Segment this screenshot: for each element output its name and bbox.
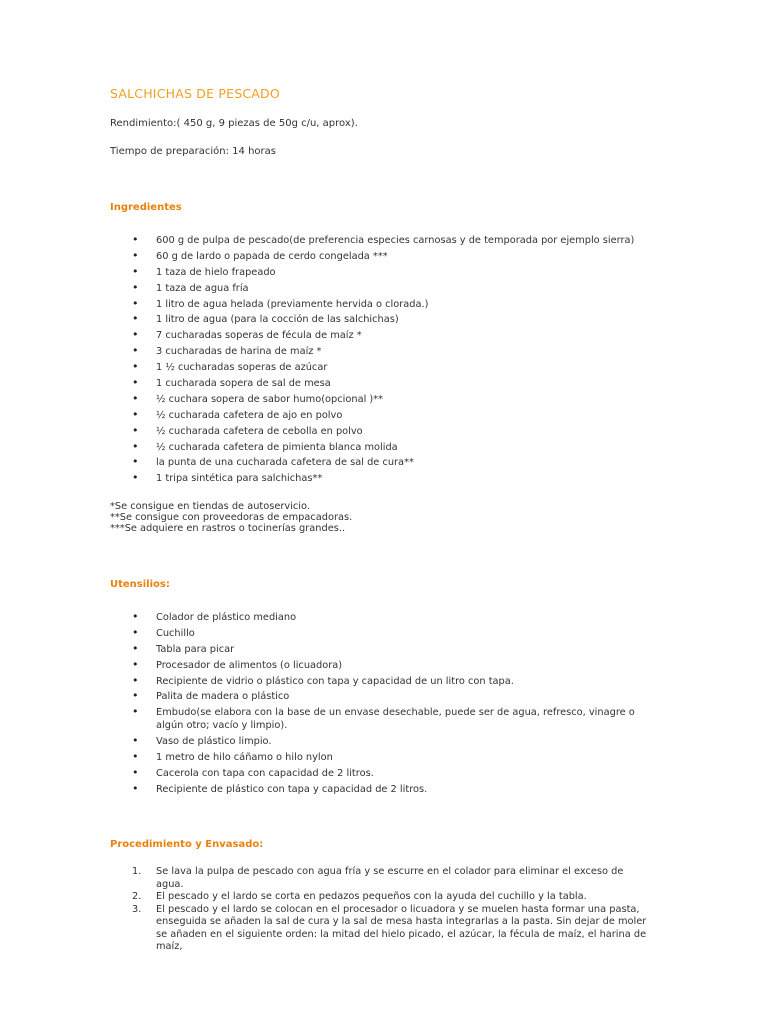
ingredient-item	[110, 456, 650, 469]
bullet-icon: •	[132, 689, 139, 703]
procedure-list	[110, 866, 650, 954]
step-text: El pescado y el lardo se colocan en el procesador o licuadora y se muelen hasta formar una pasta, enseguida se añaden la sal de cura y la sal de mesa hasta integrarlas a la pasta. Sin dejar de moler se añaden en el siguiente orden: la mitad del hielo picado, el azúcar, la fécula de maíz, el harina de maíz,	[156, 903, 647, 952]
bullet-icon: •	[132, 248, 139, 262]
ingredient-note: **Se consigue con proveedoras de empacadoras.	[110, 512, 353, 523]
ingredient-item	[110, 425, 650, 438]
step-number: 3.	[132, 903, 142, 915]
bullet-icon: •	[132, 657, 139, 671]
bullet-icon: •	[132, 705, 139, 719]
utensil-item	[110, 751, 650, 764]
ingredient-item	[110, 345, 650, 358]
bullet-icon: •	[132, 312, 139, 326]
recipe-title: SALCHICHAS DE PESCADO	[110, 86, 280, 101]
ingredient-text: 7 cucharadas soperas de fécula de maíz *	[156, 330, 362, 342]
utensil-item	[110, 690, 650, 703]
ingredient-text: ½ cucharada cafetera de pimienta blanca molida	[156, 441, 398, 453]
utensil-text: Cuchillo	[156, 627, 195, 639]
utensil-text: Recipiente de plástico con tapa y capacidad de 2 litros.	[156, 783, 428, 795]
utensil-text: Recipiente de vidrio o plástico con tapa y capacidad de un litro con tapa.	[156, 675, 514, 687]
ingredient-text: 1 tripa sintética para salchichas**	[156, 473, 323, 485]
ingredient-note: ***Se adquiere en rastros o tocinerías grandes..	[110, 523, 346, 534]
bullet-icon: •	[132, 296, 139, 310]
ingredient-text: 600 g de pulpa de pescado(de preferencia especies carnosas y de temporada por ejemplo sierra)	[156, 235, 635, 246]
ingredient-text: 3 cucharadas de harina de maíz *	[156, 346, 322, 358]
utensil-text: 1 metro de hilo cáñamo o hilo nylon	[156, 752, 333, 764]
bullet-icon: •	[132, 423, 139, 437]
bullet-icon: •	[132, 407, 139, 421]
bullet-icon: •	[132, 734, 139, 748]
ingredient-text: 1 taza de agua fría	[156, 282, 249, 294]
ingredient-item	[110, 472, 650, 485]
ingredient-item	[110, 377, 650, 390]
step-text: El pescado y el lardo se corta en pedazos pequeños con la ayuda del cuchillo y la tabla.	[156, 891, 587, 902]
ingredient-text: 1 ½ cucharadas soperas de azúcar	[156, 362, 328, 374]
utensil-text: Colador de plástico mediano	[156, 612, 297, 623]
bullet-icon: •	[132, 641, 139, 655]
utensil-item	[110, 627, 650, 640]
utensil-text: Tabla para picar	[156, 643, 235, 655]
ingredient-text: ½ cucharada cafetera de cebolla en polvo	[156, 425, 363, 437]
bullet-icon: •	[132, 673, 139, 687]
bullet-icon: •	[132, 391, 139, 405]
utensil-text: Procesador de alimentos (o licuadora)	[156, 659, 343, 671]
ingredients-list	[110, 234, 650, 488]
bullet-icon: •	[132, 455, 139, 469]
step-number: 2.	[132, 891, 142, 902]
utensil-item	[110, 735, 650, 748]
ingredient-item	[110, 313, 650, 326]
utensil-item	[110, 783, 650, 796]
bullet-icon: •	[132, 471, 139, 485]
ingredient-item	[110, 298, 650, 311]
utensil-item	[110, 706, 650, 732]
ingredient-item	[110, 329, 650, 342]
ingredient-item	[110, 361, 650, 374]
utensils-heading: Utensilios:	[110, 579, 170, 590]
procedure-heading: Procedimiento y Envasado:	[110, 839, 264, 850]
utensil-text: Vaso de plástico limpio.	[156, 736, 272, 748]
bullet-icon: •	[132, 439, 139, 453]
bullet-icon: •	[132, 781, 139, 795]
bullet-icon: •	[132, 750, 139, 764]
procedure-step	[110, 891, 650, 904]
ingredient-text: 1 cucharada sopera de sal de mesa	[156, 378, 331, 390]
ingredient-item	[110, 234, 650, 247]
ingredient-text: la punta de una cucharada cafetera de sal de cura**	[156, 457, 414, 469]
utensil-item	[110, 611, 650, 624]
ingredient-note: *Se consigue en tiendas de autoservicio.	[110, 501, 310, 512]
step-number: 1.	[132, 866, 142, 877]
ingredient-text: 1 litro de agua (para la cocción de las salchichas)	[156, 314, 399, 326]
bullet-icon: •	[132, 233, 139, 246]
bullet-icon: •	[132, 610, 139, 623]
ingredient-text: 1 taza de hielo frapeado	[156, 266, 276, 278]
procedure-step	[110, 904, 650, 954]
bullet-icon: •	[132, 766, 139, 780]
ingredient-item	[110, 441, 650, 454]
bullet-icon: •	[132, 625, 139, 639]
utensil-text: Cacerola con tapa con capacidad de 2 litros.	[156, 768, 374, 780]
ingredient-text: 1 litro de agua helada (previamente hervida o clorada.)	[156, 298, 429, 310]
utensil-item	[110, 675, 650, 688]
ingredient-item	[110, 266, 650, 279]
utensil-text: Embudo(se elabora con la base de un envase desechable, puede ser de agua, refresco, vinagre o algún otro; vacío y limpio).	[156, 707, 635, 732]
bullet-icon: •	[132, 360, 139, 374]
ingredient-item	[110, 393, 650, 406]
ingredient-text: ½ cucharada cafetera de ajo en polvo	[156, 409, 343, 421]
ingredient-item	[110, 282, 650, 295]
yield-text: Rendimiento:( 450 g, 9 piezas de 50g c/u, aprox).	[110, 118, 358, 129]
utensil-item	[110, 659, 650, 672]
bullet-icon: •	[132, 280, 139, 294]
ingredient-text: ½ cuchara sopera de sabor humo(opcional )**	[156, 393, 384, 405]
bullet-icon: •	[132, 376, 139, 390]
ingredient-item	[110, 250, 650, 263]
bullet-icon: •	[132, 328, 139, 342]
ingredient-item	[110, 409, 650, 422]
utensil-item	[110, 643, 650, 656]
step-text: Se lava la pulpa de pescado con agua fría y se escurre en el colador para eliminar el exceso de agua.	[156, 866, 624, 890]
ingredient-text: 60 g de lardo o papada de cerdo congelada ***	[156, 250, 388, 262]
utensils-list	[110, 611, 650, 799]
prep-time-text: Tiempo de preparación: 14 horas	[110, 146, 276, 157]
procedure-step	[110, 866, 650, 891]
ingredient-notes	[110, 501, 352, 534]
utensil-item	[110, 767, 650, 780]
bullet-icon: •	[132, 264, 139, 278]
ingredients-heading: Ingredientes	[110, 202, 182, 213]
utensil-text: Palita de madera o plástico	[156, 691, 290, 703]
bullet-icon: •	[132, 344, 139, 358]
